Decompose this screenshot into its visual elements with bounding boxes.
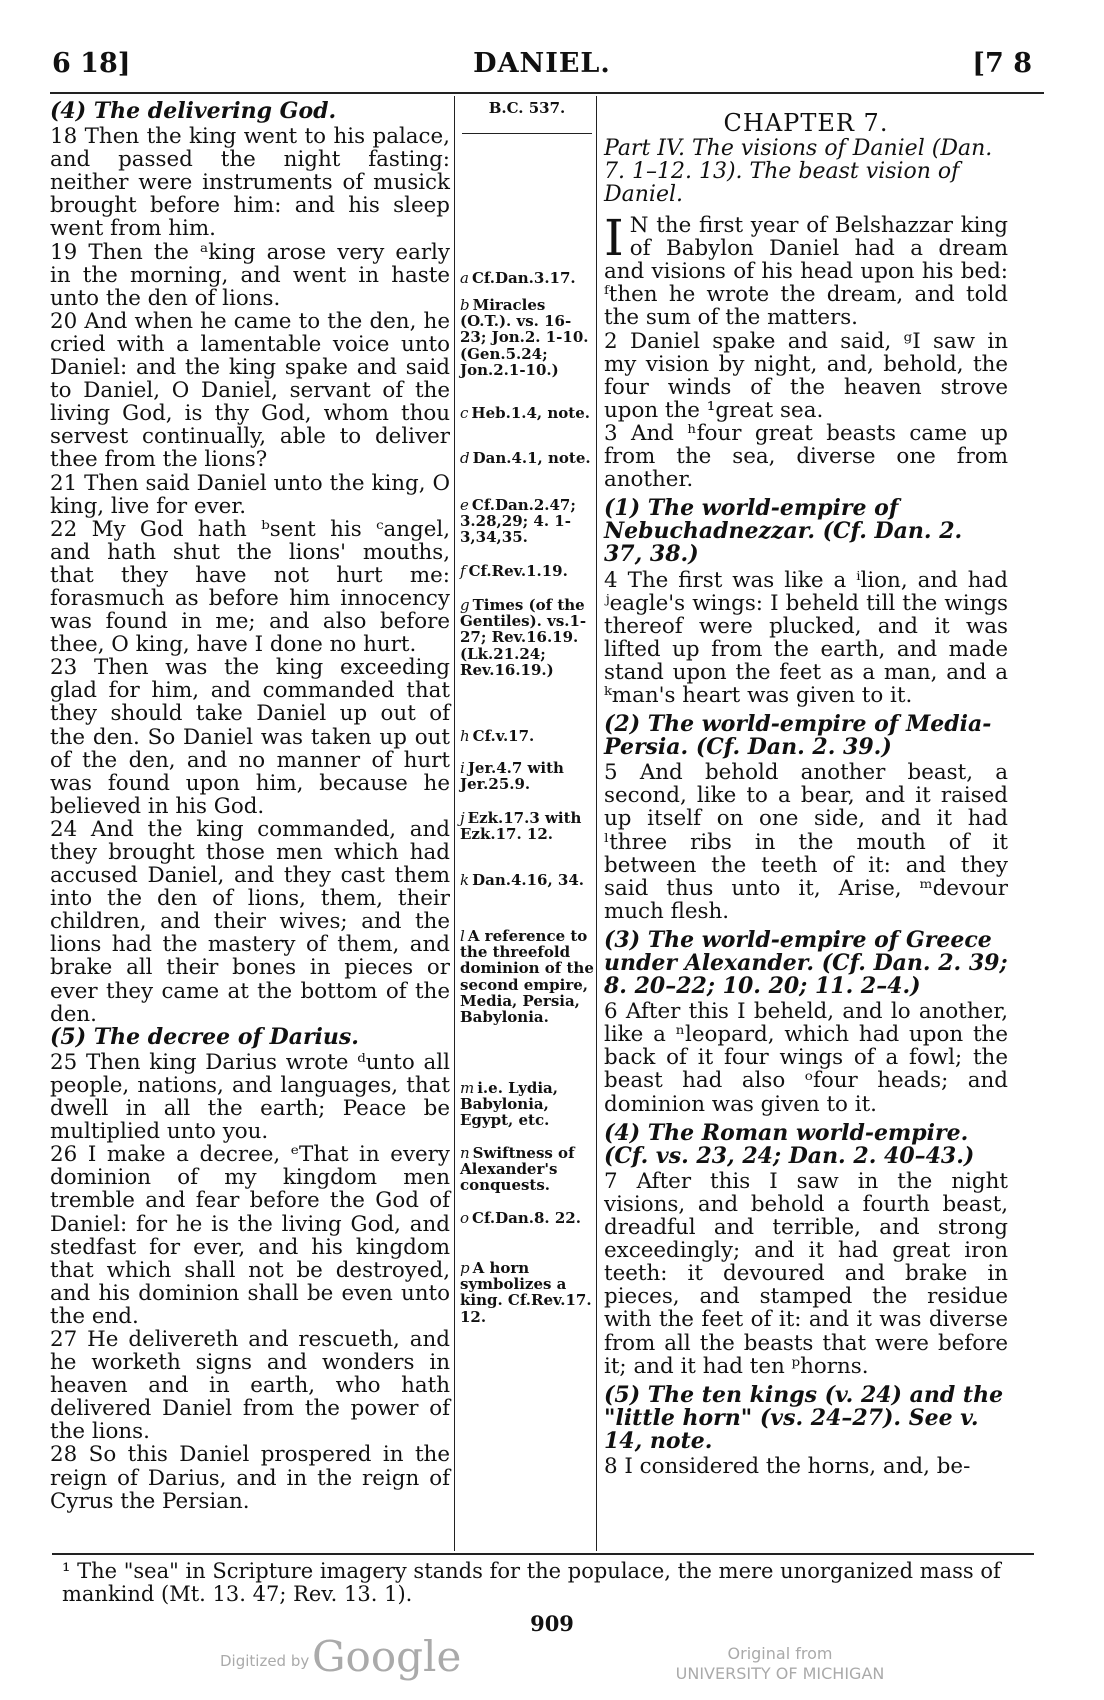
sec-media-persia: (2) The world-empire of Media-Persia. (Cf. Dan. 2. 39.)	[604, 711, 992, 761]
column-divider-left	[454, 96, 455, 1551]
google-logo: Google	[312, 1632, 462, 1681]
sec-decree-darius: (5) The decree of Darius.	[50, 1023, 359, 1050]
verse-6-28: 28 So this Daniel prospered in the reign of Darius, and in the reign of Cyrus the Persian.	[50, 1442, 450, 1514]
ref-h: h Cf.v.17.	[460, 727, 535, 745]
ref-c: c Heb.1.4, note.	[460, 404, 590, 422]
part-heading: Part IV. The visions of Daniel (Dan. 7. 1–12. 13). The beast vision of Daniel.	[604, 136, 993, 208]
sec-roman: (4) The Roman world-empire. (Cf. vs. 23, 24; Dan. 2. 40–43.)	[604, 1119, 975, 1169]
verse-7-3: 3 And ʰfour great beasts came up from the sea, diverse one from another.	[604, 420, 1008, 493]
verse-6-26: 26 I make a decree, ᵉThat in every dominion of my kingdom men tremble and fear before the God of Daniel: for he is the living God, and stedfast for ever, and his kingdom that which shall not be destroyed, and his dominion shall be even unto the end.	[50, 1142, 450, 1329]
ref-d: d Dan.4.1, note.	[460, 449, 591, 467]
ref-e: e Cf.Dan.2.47; 3.28,29; 4. 1-3,34,35.	[460, 496, 576, 547]
verse-7-2: 2 Daniel spake and said, ᵍI saw in my vision by night, and, behold, the four winds of the heaven strove upon the ¹great sea.	[604, 328, 1008, 423]
ref-n: n Swiftness of Alexander's conquests.	[460, 1144, 575, 1195]
ref-a: a Cf.Dan.3.17.	[460, 269, 576, 287]
running-header	[52, 48, 1032, 88]
sec-nebuchadnezzar: (1) The world-empire of Nebuchadnezzar. (Cf. Dan. 2. 37, 38.)	[604, 495, 963, 568]
ref-j: j Ezk.17.3 with Ezk.17. 12.	[460, 809, 582, 844]
verse-7-6: 6 After this I beheld, and lo another, like a ⁿleopard, which had upon the back of it four wings of a fowl; the beast had also ᵒfour heads; and dominion was given to it.	[604, 999, 1008, 1117]
ref-b: b Miracles (O.T.). vs. 16-23; Jon.2. 1-10. (Gen.5.24; Jon.2.1-10.)	[460, 296, 589, 379]
footnote-rule	[52, 1553, 1034, 1555]
verse-6-25: 25 Then king Darius wrote ᵈunto all people, nations, and languages, that dwell in all the earth; Peace be multiplied unto you.	[50, 1049, 450, 1145]
verse-6-23: 23 Then was the king exceeding glad for him, and commanded that they should take Daniel up out of the den. So Daniel was taken up out of the den, and no manner of hurt was found upon him, because he believed in his God.	[50, 655, 450, 819]
ref-l: l A reference to the threefold dominion of the second empire, Media, Persia, Babylonia.	[460, 927, 594, 1027]
sec-ten-kings: (5) The ten kings (v. 24) and the "little horn" (vs. 24–27). See v. 14, note.	[604, 1381, 1004, 1454]
header-title: DANIEL.	[473, 48, 611, 79]
header-rule	[50, 92, 1044, 94]
header-right: [7 8	[972, 48, 1032, 79]
footnote: ¹ The "sea" in Scripture imagery stands for the populace, the mere unorganized mass of mankind (Mt. 13. 47; Rev. 13. 1).	[62, 1559, 1001, 1606]
date-label: B.C. 537.	[488, 99, 566, 117]
chapter-heading: CHAPTER 7.	[723, 109, 889, 137]
ref-k: k Dan.4.16, 34.	[460, 871, 585, 889]
digitized-by-label: Digitized by	[220, 1652, 310, 1670]
sec-greece: (3) The world-empire of Greece under Alexander. (Cf. Dan. 2. 39; 8. 20–22; 10. 20; 11. 2–4.)	[604, 926, 1008, 1000]
reference-column	[460, 99, 594, 1326]
ref-o: o Cf.Dan.8. 22.	[460, 1209, 581, 1227]
ref-p: p A horn symbolizes a king. Cf.Rev.17. 12.	[460, 1259, 592, 1326]
verse-6-22: 22 My God hath ᵇsent his ᶜangel, and hath shut the lions' mouths, that they have not hurt me: forasmuch as before him innocency was found in me; and also before thee, O king, have I done no hurt.	[50, 516, 450, 658]
verse-7-1: I N the first year of Belshazzar king of Babylon Daniel had a dream and visions of his head upon his bed: ᶠthen he wrote the dream, and told the sum of the matters.	[604, 209, 1008, 331]
original-from-label: Original from UNIVERSITY OF MICHIGAN	[660, 1644, 900, 1684]
left-column	[50, 100, 450, 1513]
date-rule	[462, 133, 592, 134]
verse-6-21: 21 Then said Daniel unto the king, O king, live for ever.	[50, 470, 450, 519]
right-column	[604, 100, 1008, 1478]
header-left: 6 18]	[52, 48, 131, 79]
drop-cap: I	[604, 209, 624, 268]
ref-g: g Times (of the Gentiles). vs.1-27; Rev.16.19. (Lk.21.24; Rev.16.19.)	[460, 596, 587, 679]
ref-i: i Jer.4.7 with Jer.25.9.	[460, 759, 564, 794]
column-divider-right	[596, 96, 597, 1551]
ref-f: f Cf.Rev.1.19.	[460, 562, 568, 580]
verse-6-18: 18 Then the king went to his palace, and passed the night fasting: neither were instruments of musick brought before him: and his sleep went from him.	[50, 124, 450, 242]
verse-6-27: 27 He delivereth and rescueth, and he worketh signs and wonders in heaven and in earth, who hath delivered Daniel from the power of the lions.	[50, 1326, 450, 1445]
ref-m: m i.e. Lydia, Babylonia, Egypt, etc.	[460, 1079, 558, 1130]
verse-6-24: 24 And the king commanded, and they brought those men which had accused Daniel, and they cast them into the den of lions, them, their children, and their wives; and the lions had the mastery of them, and brake all their bones in pieces or ever they came at the bottom of the den.	[50, 816, 450, 1027]
verse-7-4: 4 The first was like a ⁱlion, and had ʲeagle's wings: I beheld till the wings thereof were plucked, and it was lifted up from the earth, and made stand upon the feet as a man, and a ᵏman's heart was given to it.	[604, 567, 1008, 708]
institution-label: UNIVERSITY OF MICHIGAN	[675, 1664, 885, 1683]
sec-delivering-god: (4) The delivering God.	[50, 98, 337, 124]
verse-6-20: 20 And when he came to the den, he cried with a lamentable voice unto Daniel: and the king spake and said to Daniel, O Daniel, servant of the living God, is thy God, whom thou servest continually, able to deliver thee from the lions?	[50, 308, 450, 473]
page-number: 909	[530, 1611, 574, 1636]
verse-6-19: 19 Then the ᵃking arose very early in the morning, and went in haste unto the den of lions.	[50, 239, 450, 311]
verse-7-8: 8 I considered the horns, and, be-	[604, 1453, 971, 1479]
verse-7-7: 7 After this I saw in the night visions, and behold a fourth beast, dreadful and terrible, and strong exceedingly; and it had great iron teeth: it devoured and brake in pieces, and stamped the residue with the feet of it: and it was diverse from all the beasts that were before it; and it had ten ᵖhorns.	[604, 1168, 1008, 1379]
verse-7-5: 5 And behold another beast, a second, like to a bear, and it raised up itself on one side, and it had ˡthree ribs in the mouth of it between the teeth of it: and they said thus unto it, Arise, ᵐdevour much flesh.	[604, 760, 1008, 924]
